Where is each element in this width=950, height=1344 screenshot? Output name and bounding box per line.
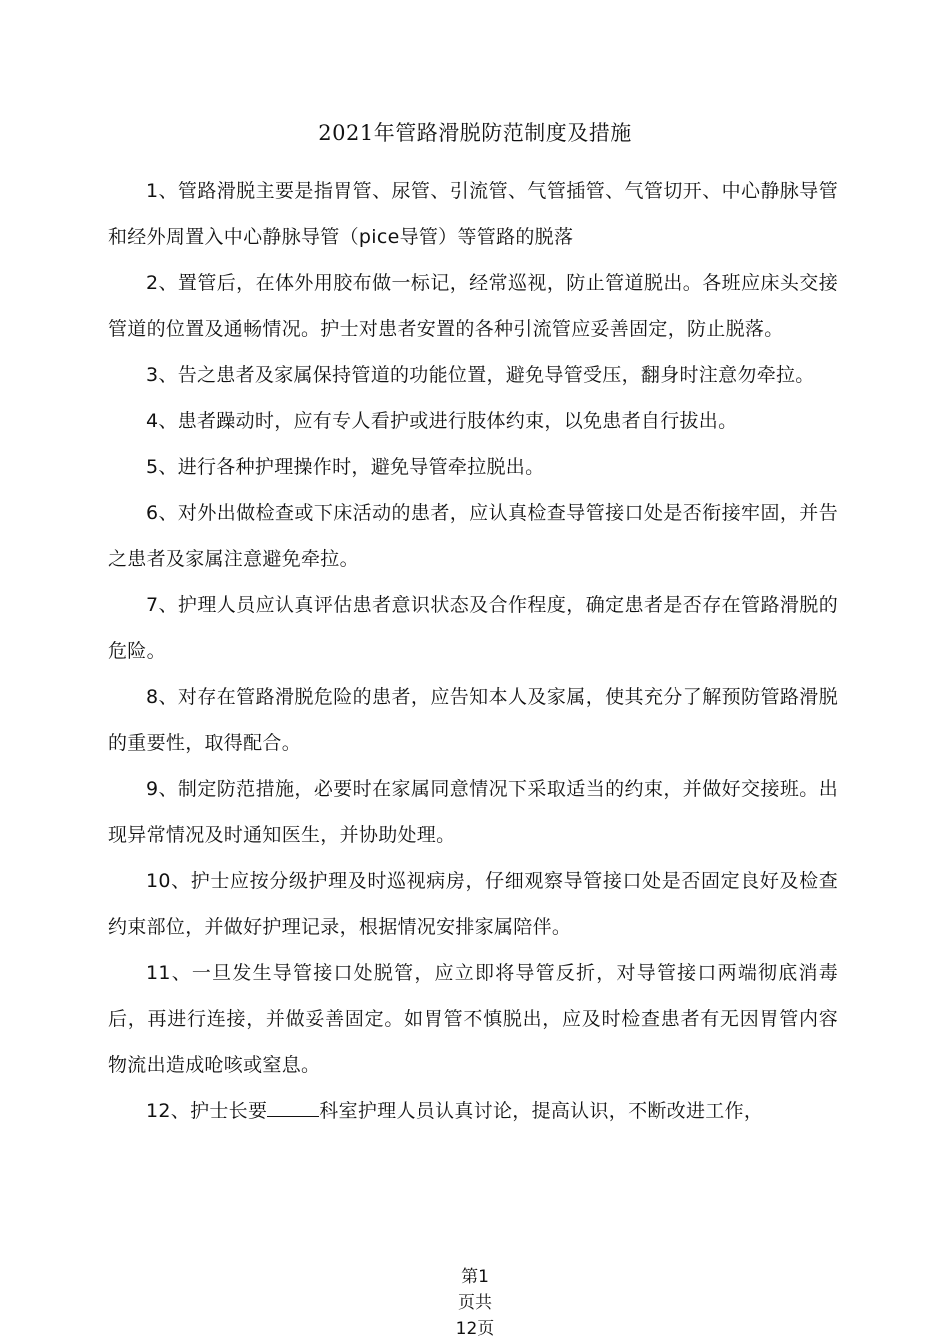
document-body [108,168,838,1134]
paragraph-5: 5、进行各种护理操作时，避免导管牵拉脱出。 [146,456,545,478]
paragraph-2: 2、置管后，在体外用胶布做一标记，经常巡视，防止管道脱出。各班应床头交接管道的位置及通畅情况。护士对患者安置的各种引流管应妥善固定，防止脱落。 [108,272,838,340]
paragraph-4: 4、患者躁动时，应有专人看护或进行肢体约束，以免患者自行拔出。 [146,410,738,432]
footer-line-1: 第1 [461,1267,489,1287]
paragraph-11: 11、一旦发生导管接口处脱管，应立即将导管反折，对导管接口两端彻底消毒后，再进行连接，并做妥善固定。如胃管不慎脱出，应及时检查患者有无因胃管内容物流出造成呛咳或窒息。 [108,962,838,1076]
fill-in-blank [267,1098,319,1117]
paragraph-12-start: 12、护士长要 [146,1100,268,1122]
paragraph-1: 1、管路滑脱主要是指胃管、尿管、引流管、气管插管、气管切开、中心静脉导管和经外周置入中心静脉导管（pice导管）等管路的脱落 [108,180,838,248]
paragraph-12 [108,1088,838,1134]
paragraph-8: 8、对存在管路滑脱危险的患者，应告知本人及家属，使其充分了解预防管路滑脱的重要性，取得配合。 [108,686,838,754]
paragraph-9: 9、制定防范措施，必要时在家属同意情况下采取适当的约束，并做好交接班。出现异常情况及时通知医生，并协助处理。 [108,778,838,846]
footer-line-3: 12页 [455,1319,495,1339]
paragraph-7: 7、护理人员应认真评估患者意识状态及合作程度，确定患者是否存在管路滑脱的危险。 [108,594,838,662]
document-title: 2021年管路滑脱防范制度及措施 [318,121,632,145]
paragraph-3: 3、告之患者及家属保持管道的功能位置，避免导管受压，翻身时注意勿牵拉。 [146,364,815,386]
paragraph-10: 10、护士应按分级护理及时巡视病房，仔细观察导管接口处是否固定良好及检查约束部位，并做好护理记录，根据情况安排家属陪伴。 [108,870,838,938]
paragraph-6: 6、对外出做检查或下床活动的患者，应认真检查导管接口处是否衔接牢固，并告之患者及家属注意避免牵拉。 [108,502,838,570]
footer-line-2: 页共 [458,1293,492,1313]
paragraph-12-end: 科室护理人员认真讨论，提高认识，不断改进工作， [319,1100,764,1122]
page-number-footer [0,1264,950,1342]
